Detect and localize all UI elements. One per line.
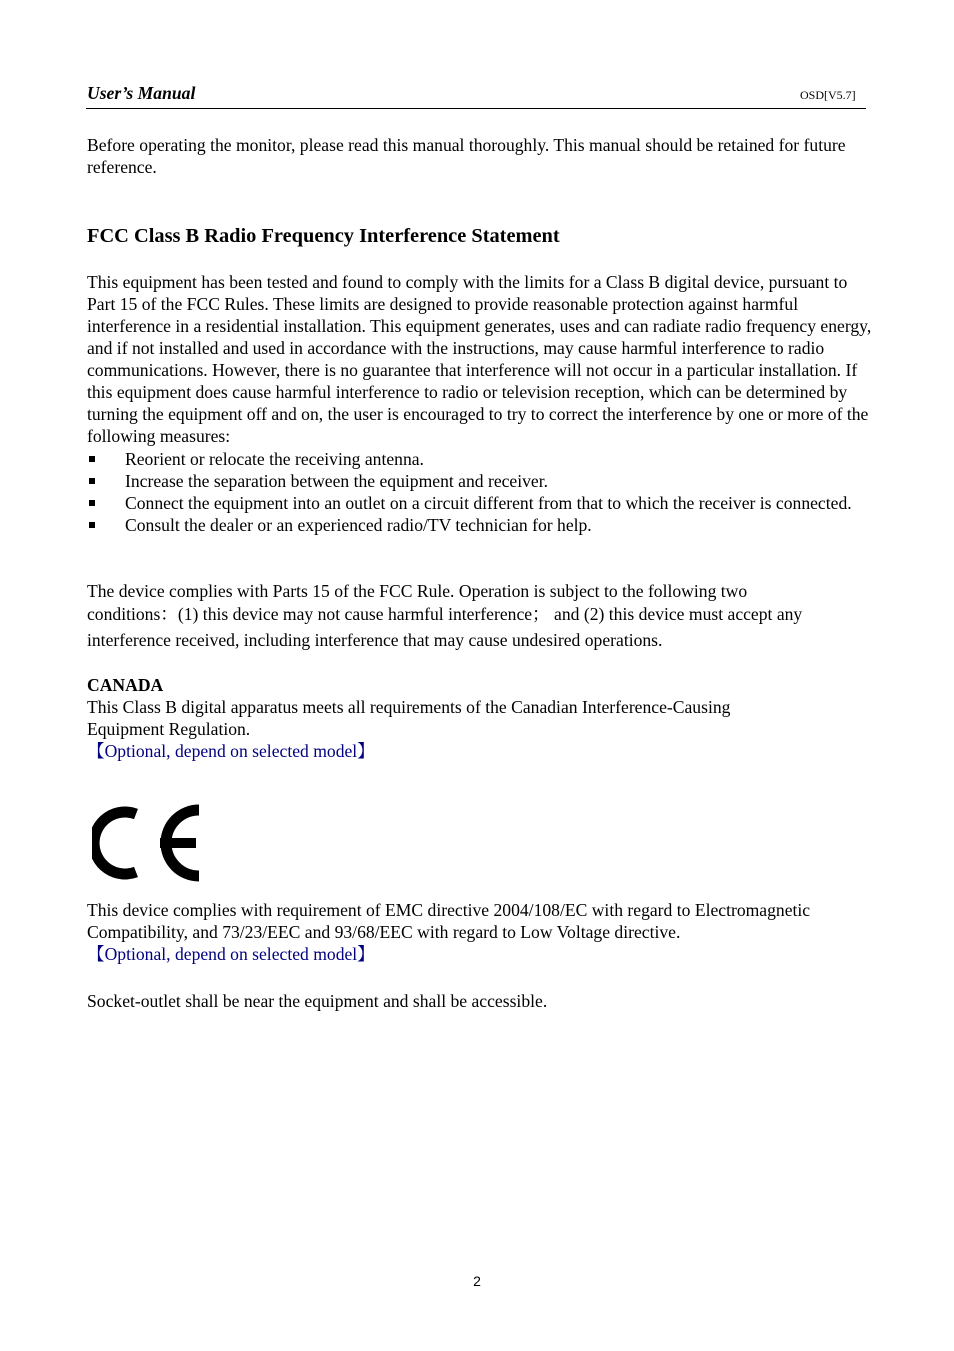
ce-body: This device complies with requirement of EMC directive 2004/108/EC with regard to Electromagnetic Compatibility, and 73/23/EEC and 93/68/EEC with regard to Low Voltage directive. xyxy=(87,900,811,942)
list-item: Reorient or relocate the receiving antenna. xyxy=(87,448,872,470)
header-version: OSD[V5.7] xyxy=(800,88,856,102)
fcc-conditions-line: interference received, including interference that may cause undesired operations. xyxy=(87,630,663,650)
header-title: User’s Manual xyxy=(87,83,196,103)
socket-note: Socket-outlet shall be near the equipment and shall be accessible. xyxy=(87,991,548,1011)
ce-optional-note: 【Optional, depend on selected model】 xyxy=(87,944,375,964)
list-item: Consult the dealer or an experienced radio/TV technician for help. xyxy=(87,514,872,536)
canada-heading: CANADA xyxy=(87,675,164,695)
page-number: 2 xyxy=(473,1273,481,1289)
fcc-section-title: FCC Class B Radio Frequency Interference Statement xyxy=(87,225,560,247)
list-item: Increase the separation between the equipment and receiver. xyxy=(87,470,872,492)
intro-paragraph: Before operating the monitor, please read this manual thoroughly. This manual should be retained for future reference. xyxy=(87,135,846,177)
header-rule xyxy=(86,108,866,109)
canada-section xyxy=(87,674,872,762)
ce-section xyxy=(87,899,877,965)
canada-body: This Class B digital apparatus meets all requirements of the Canadian Interference-Causing Equipment Regulation. xyxy=(87,697,731,739)
square-bullet-icon xyxy=(89,522,95,528)
fcc-conditions-line: The device complies with Parts 15 of the FCC Rule. Operation is subject to the following two xyxy=(87,581,748,601)
square-bullet-icon xyxy=(89,500,95,506)
fcc-conditions-paragraph xyxy=(87,580,877,654)
square-bullet-icon xyxy=(89,456,95,462)
square-bullet-icon xyxy=(89,478,95,484)
fcc-conditions-line: conditions：(1) this device may not cause harmful interference； and (2) this device must accept any xyxy=(87,604,803,624)
ce-mark-icon xyxy=(92,802,206,884)
fcc-body-paragraph: This equipment has been tested and found to comply with the limits for a Class B digital device, pursuant to Part 15 of the FCC Rules. These limits are designed to provide reasonable protection against harmful interference in a residential installation. This equipment generates, uses and can radiate radio frequency energy, and if not installed and used in accordance with the instructions, may cause harmful interference to radio communications. However, there is no guarantee that interference will not occur in a particular installation. If this equipment does cause harmful interference to radio or television reception, which can be determined by turning the equipment off and on, the user is encouraged to try to correct the interference by one or more of the following measures: xyxy=(87,272,872,446)
fcc-measures-list xyxy=(87,448,872,536)
canada-optional-note: 【Optional, depend on selected model】 xyxy=(87,741,375,761)
list-item: Connect the equipment into an outlet on a circuit different from that to which the receiver is connected. xyxy=(87,492,872,514)
